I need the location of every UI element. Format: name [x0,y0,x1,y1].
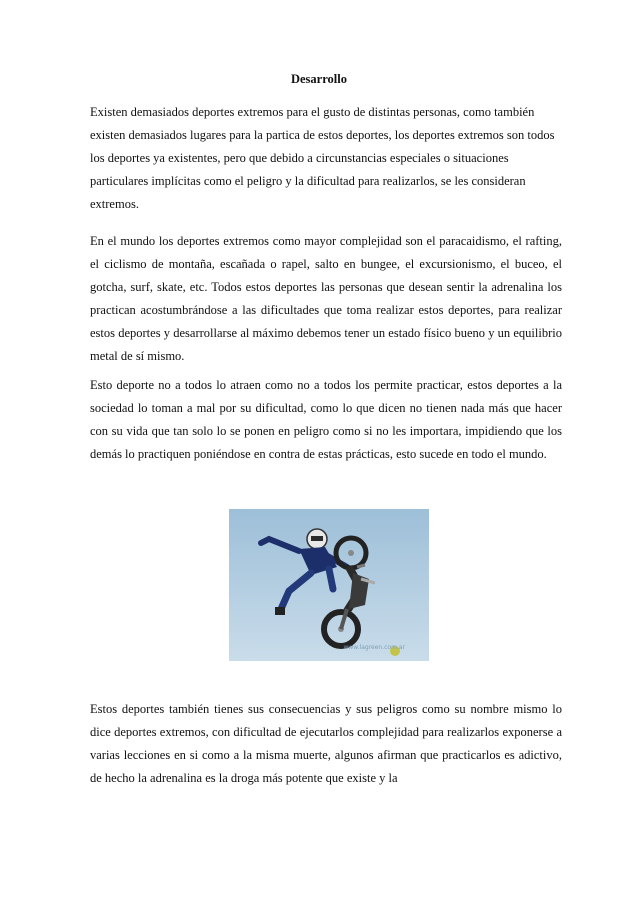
paragraph-2: En el mundo los deportes extremos como mayor complejidad son el paracaidismo, el rafting, el ciclismo de montaña, escañada o rapel, salto en bungee, el excursionismo, el buceo, el gotcha, surf, skate, etc. Todos estos deportes las personas que desean sentir la adrenalina los practican acostumbrándose a las dificultades que toma realizar estos deportes, para realizar estos deportes y desarrollarse al máximo debemos tener un estado físico bueno y un equilibrio metal de sí mismo. [90,234,562,363]
photo-watermark: www.lagreen.com.ar [343,644,405,651]
motocross-photo [229,509,429,661]
page-title: Desarrollo [290,72,347,86]
paragraph-1: Existen demasiados deportes extremos para el gusto de distintas personas, como también existen demasiados lugares para la partica de estos deportes, los deportes extremos son todos los deportes ya existentes, pero que debido a circunstancias especiales o situaciones particulares implícitas como el peligro y la dificultad para realizarlos, se les consideran extremos. [90,105,555,211]
paragraph-4: Estos deportes también tienes sus consecuencias y sus peligros como su nombre mismo lo dice deportes extremos, con dificultad de ejecutarlos complejidad para realizarlos exponerse a varias lecciones en si como a la misma muerte, algunos afirman que practicarlos es adictivo, de hecho la adrenalina es la droga más potente que existe y la [90,702,562,785]
motocross-illustration [229,509,429,661]
paragraph-3: Esto deporte no a todos lo atraen como no a todos los permite practicar, estos deportes a la sociedad lo toman a mal por su dificultad, como lo que dicen no tienen nada más que hacer con su vida que tan solo lo se ponen en peligro como si no les importara, impidiendo que los demás lo practiquen poniéndose en contra de estas prácticas, esto sucede en todo el mundo. [90,378,562,461]
